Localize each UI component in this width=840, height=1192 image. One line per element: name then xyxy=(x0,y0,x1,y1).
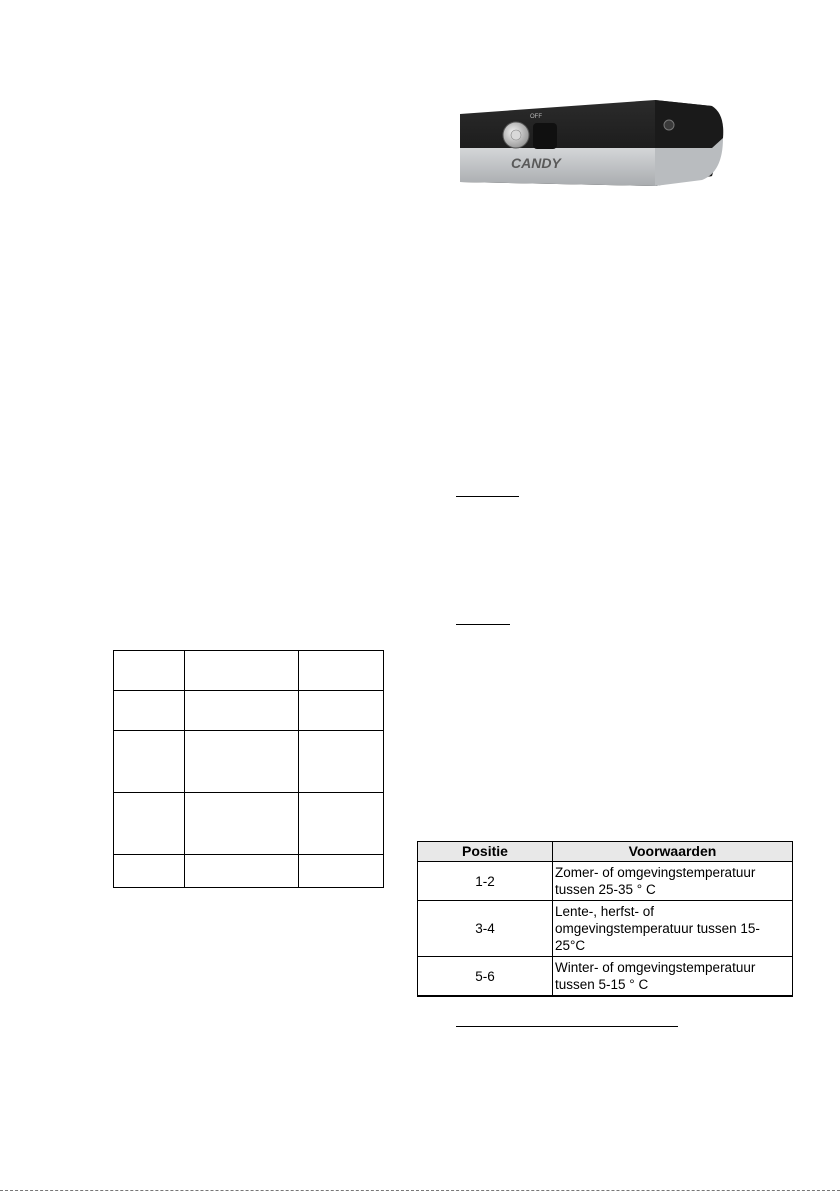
condition-line: tussen 25-35 ° C xyxy=(555,882,656,897)
page-bottom-rule xyxy=(0,1190,840,1191)
conditions-table xyxy=(417,841,793,997)
underline-stub xyxy=(456,1026,678,1027)
condition-line: tussen 5-15 ° C xyxy=(555,977,649,992)
position-cell: 1-2 xyxy=(418,862,553,901)
condition-line: Zomer- of omgevingstemperatuur xyxy=(555,865,756,880)
position-cell: 3-4 xyxy=(418,901,553,957)
condition-line: Winter- of omgevingstemperatuur xyxy=(555,960,756,975)
underline-stub xyxy=(456,624,510,625)
empty-table xyxy=(113,650,384,888)
condition-line: Lente-, herfst- of xyxy=(555,904,655,919)
table-header-row xyxy=(418,842,793,862)
table-row xyxy=(418,901,793,957)
knob-off-label: OFF xyxy=(530,114,542,120)
table-row xyxy=(114,793,384,855)
underline-stub xyxy=(456,496,519,497)
table-row xyxy=(114,855,384,888)
column-header-position: Positie xyxy=(418,842,553,862)
control-panel-illustration xyxy=(440,88,730,198)
table-row xyxy=(114,691,384,731)
position-cell: 5-6 xyxy=(418,957,553,997)
condition-cell xyxy=(553,862,793,901)
table-row xyxy=(114,731,384,793)
condition-cell xyxy=(553,901,793,957)
condition-line: omgevingstemperatuur tussen 15-25°C xyxy=(555,921,760,953)
table-row xyxy=(418,862,793,901)
table-row xyxy=(114,651,384,691)
condition-cell xyxy=(553,957,793,997)
table-row xyxy=(418,957,793,997)
column-header-conditions: Voorwaarden xyxy=(553,842,793,862)
brand-logo: CANDY xyxy=(511,155,561,171)
